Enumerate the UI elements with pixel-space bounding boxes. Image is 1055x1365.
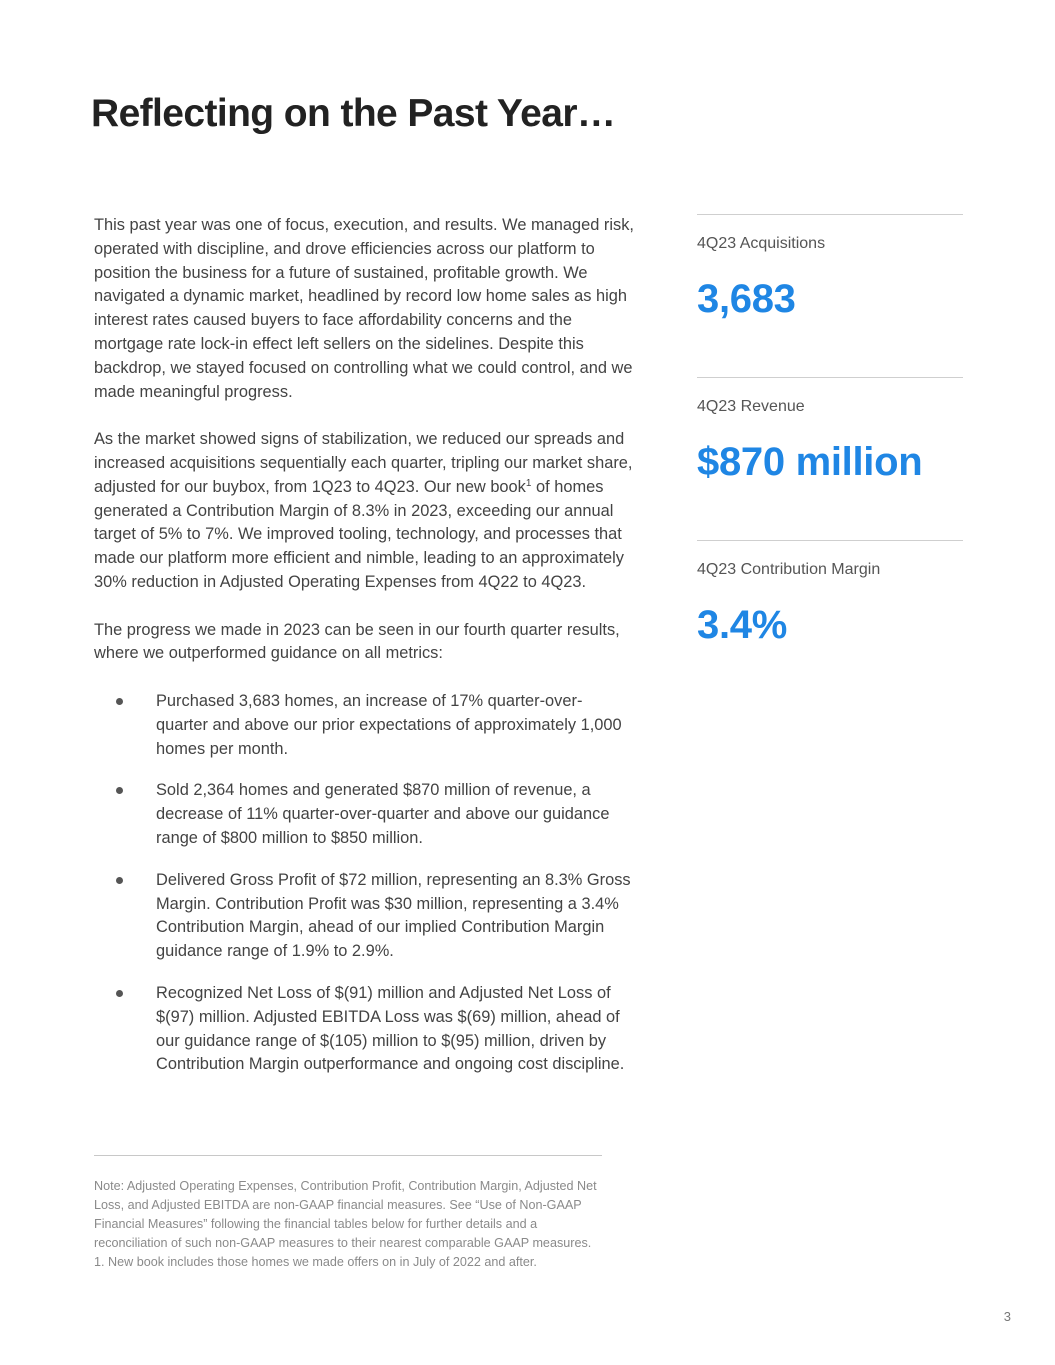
- paragraph-intro: This past year was one of focus, execution, and results. We managed risk, operated with discipline, and drove efficiencies across our platform to position the business for a future of sustained, profitable growth. We navigated a dynamic market, headlined by record low home sales as high interest rates caused buyers to face affordability concerns and the mortgage rate lock-in effect left sellers on the sidelines. Despite this backdrop, we stayed focused on controlling what we could control, and we made meaningful progress.: [94, 216, 634, 401]
- bullet-icon: [116, 990, 123, 997]
- results-bullet-list: [94, 690, 634, 1077]
- footnote-divider: [94, 1155, 602, 1156]
- footnote-1: 1. New book includes those homes we made offers on in July of 2022 and after.: [94, 1255, 537, 1269]
- paragraph-market-text-1: As the market showed signs of stabilization, we reduced our spreads and increased acquisitions sequentially each quarter, tripling our market share, adjusted for our buybox, from 1Q23 to 4Q23. Our new book: [94, 430, 633, 496]
- list-item: [94, 779, 634, 850]
- stat-label: 4Q23 Revenue: [697, 398, 805, 415]
- footnotes: [94, 1177, 614, 1272]
- paragraph-results-intro: The progress we made in 2023 can be seen in our fourth quarter results, where we outperformed guidance on all metrics:: [94, 620, 620, 663]
- bullet-icon: [116, 877, 123, 884]
- bullet-icon: [116, 698, 123, 705]
- list-item-text: Delivered Gross Profit of $72 million, representing an 8.3% Gross Margin. Contribution Profit was $30 million, representing a 3.4% Contribution Margin, ahead of our implied Contribution Margin guidance range of 1.9% to 2.9%.: [156, 870, 631, 961]
- stat-value: $870 million: [697, 440, 923, 484]
- stat-value: 3.4%: [697, 603, 787, 647]
- list-item: [94, 982, 634, 1077]
- page-number: 3: [1003, 1309, 1011, 1324]
- bullet-icon: [116, 787, 123, 794]
- stat-revenue: [697, 377, 963, 540]
- stat-acquisitions: [697, 214, 963, 377]
- page-title: Reflecting on the Past Year…: [91, 92, 616, 135]
- stat-contribution-margin: [697, 540, 963, 703]
- list-item-text: Purchased 3,683 homes, an increase of 17% quarter-over-quarter and above our prior expectations of approximately 1,000 homes per month.: [156, 691, 622, 758]
- paragraph-market: [94, 428, 634, 595]
- stat-label: 4Q23 Contribution Margin: [697, 561, 881, 578]
- key-metrics-sidebar: [697, 214, 963, 703]
- non-gaap-note: Note: Adjusted Operating Expenses, Contribution Profit, Contribution Margin, Adjusted Net Loss, and Adjusted EBITDA are non-GAAP financial measures. See “Use of Non-GAAP Financial Measures” following the financial tables below for further details and a reconciliation of such non-GAAP measures to their nearest comparable GAAP measures.: [94, 1179, 597, 1250]
- footnote-reference: 1: [525, 477, 532, 489]
- list-item: [94, 690, 634, 761]
- list-item: [94, 869, 634, 964]
- stat-value: 3,683: [697, 277, 796, 321]
- list-item-text: Recognized Net Loss of $(91) million and Adjusted Net Loss of $(97) million. Adjusted EBITDA Loss was $(69) million, ahead of our guidance range of $(105) million to $(95) million, driven by Contribution Margin outperformance and ongoing cost discipline.: [156, 983, 625, 1074]
- paragraph-market-text-2: of homes generated a Contribution Margin of 8.3% in 2023, exceeding our annual target of 5% to 7%. We improved tooling, technology, and processes that made our platform more efficient and nimble, leading to an approximately 30% reduction in Adjusted Operating Expenses from 4Q22 to 4Q23.: [94, 477, 624, 591]
- main-content: [94, 214, 634, 1095]
- stat-label: 4Q23 Acquisitions: [697, 235, 826, 252]
- list-item-text: Sold 2,364 homes and generated $870 million of revenue, a decrease of 11% quarter-over-quarter and above our guidance range of $800 million to $850 million.: [156, 781, 610, 847]
